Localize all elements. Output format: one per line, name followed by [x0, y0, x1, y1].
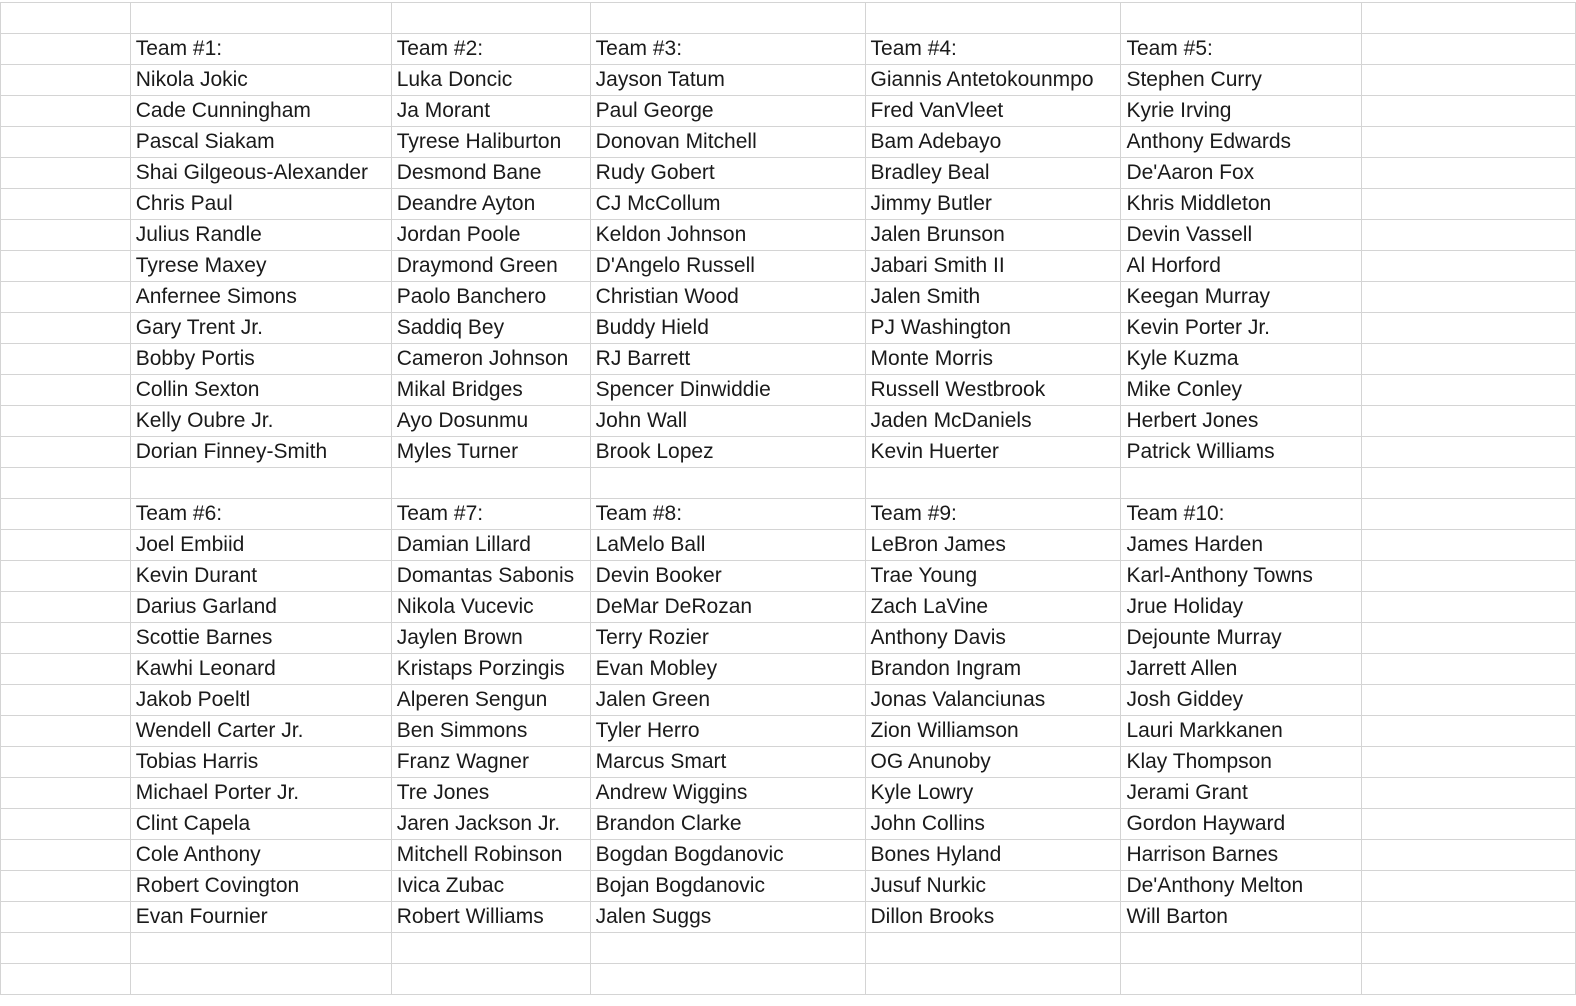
player-row [1, 375, 1576, 406]
player-cell[interactable]: Kevin Huerter [865, 437, 1121, 468]
player-cell[interactable]: Klay Thompson [1121, 747, 1362, 778]
team-header-cell[interactable]: Team #8: [590, 499, 865, 530]
player-cell[interactable]: Buddy Hield [590, 313, 865, 344]
player-cell[interactable]: RJ Barrett [590, 344, 865, 375]
player-cell[interactable]: Jaren Jackson Jr. [391, 809, 590, 840]
empty-cell[interactable] [1, 127, 131, 158]
empty-cell[interactable] [1362, 220, 1576, 251]
empty-cell[interactable] [865, 3, 1121, 34]
player-cell[interactable]: Jalen Smith [865, 282, 1121, 313]
player-cell[interactable]: Fred VanVleet [865, 96, 1121, 127]
empty-cell[interactable] [1362, 809, 1576, 840]
empty-cell[interactable] [1362, 871, 1576, 902]
empty-cell[interactable] [1362, 778, 1576, 809]
player-cell[interactable]: Wendell Carter Jr. [130, 716, 391, 747]
player-cell[interactable]: Herbert Jones [1121, 406, 1362, 437]
player-row [1, 158, 1576, 189]
empty-cell[interactable] [1, 623, 131, 654]
empty-cell[interactable] [1, 530, 131, 561]
player-cell[interactable]: Keegan Murray [1121, 282, 1362, 313]
empty-cell[interactable] [1362, 65, 1576, 96]
player-cell[interactable]: Jabari Smith II [865, 251, 1121, 282]
empty-cell[interactable] [1362, 96, 1576, 127]
player-row [1, 127, 1576, 158]
player-cell[interactable]: Zach LaVine [865, 592, 1121, 623]
player-cell[interactable]: Christian Wood [590, 282, 865, 313]
empty-cell[interactable] [1362, 251, 1576, 282]
empty-cell[interactable] [1, 65, 131, 96]
empty-cell[interactable] [590, 964, 865, 995]
empty-cell[interactable] [1362, 716, 1576, 747]
empty-cell[interactable] [1, 716, 131, 747]
empty-cell[interactable] [1, 3, 131, 34]
empty-cell[interactable] [1362, 902, 1576, 933]
empty-cell[interactable] [1362, 685, 1576, 716]
player-cell[interactable]: Anthony Davis [865, 623, 1121, 654]
player-cell[interactable]: Will Barton [1121, 902, 1362, 933]
empty-cell[interactable] [590, 3, 865, 34]
player-cell[interactable]: Spencer Dinwiddie [590, 375, 865, 406]
empty-cell[interactable] [1362, 747, 1576, 778]
player-cell[interactable]: Deandre Ayton [391, 189, 590, 220]
team-header-cell[interactable]: Team #6: [130, 499, 391, 530]
player-cell[interactable]: Pascal Siakam [130, 127, 391, 158]
player-row [1, 561, 1576, 592]
player-cell[interactable]: Jarrett Allen [1121, 654, 1362, 685]
team-header-row [1, 499, 1576, 530]
player-cell[interactable]: Jusuf Nurkic [865, 871, 1121, 902]
empty-cell[interactable] [1362, 34, 1576, 65]
player-row [1, 592, 1576, 623]
player-cell[interactable]: John Wall [590, 406, 865, 437]
empty-cell[interactable] [1121, 964, 1362, 995]
player-cell[interactable]: Dejounte Murray [1121, 623, 1362, 654]
player-cell[interactable]: Terry Rozier [590, 623, 865, 654]
empty-cell[interactable] [1121, 933, 1362, 964]
player-cell[interactable]: CJ McCollum [590, 189, 865, 220]
team-header-cell[interactable]: Team #5: [1121, 34, 1362, 65]
empty-cell[interactable] [1, 654, 131, 685]
player-cell[interactable]: Patrick Williams [1121, 437, 1362, 468]
player-cell[interactable]: Khris Middleton [1121, 189, 1362, 220]
empty-cell[interactable] [1362, 530, 1576, 561]
empty-cell[interactable] [1362, 623, 1576, 654]
player-cell[interactable]: Cameron Johnson [391, 344, 590, 375]
player-cell[interactable]: Jerami Grant [1121, 778, 1362, 809]
player-cell[interactable]: Kyle Kuzma [1121, 344, 1362, 375]
player-cell[interactable]: Paolo Banchero [391, 282, 590, 313]
empty-cell[interactable] [1, 840, 131, 871]
player-cell[interactable]: Ayo Dosunmu [391, 406, 590, 437]
empty-cell[interactable] [1, 437, 131, 468]
empty-cell[interactable] [130, 933, 391, 964]
empty-cell[interactable] [1, 96, 131, 127]
empty-cell[interactable] [1, 189, 131, 220]
player-cell[interactable]: Bam Adebayo [865, 127, 1121, 158]
player-cell[interactable]: Robert Covington [130, 871, 391, 902]
player-cell[interactable]: Bogdan Bogdanovic [590, 840, 865, 871]
player-cell[interactable]: Mikal Bridges [391, 375, 590, 406]
player-cell[interactable]: Damian Lillard [391, 530, 590, 561]
player-row [1, 840, 1576, 871]
player-cell[interactable]: Jakob Poeltl [130, 685, 391, 716]
empty-cell[interactable] [1362, 189, 1576, 220]
empty-cell[interactable] [1362, 406, 1576, 437]
player-cell[interactable]: Desmond Bane [391, 158, 590, 189]
empty-cell[interactable] [391, 468, 590, 499]
player-cell[interactable]: John Collins [865, 809, 1121, 840]
empty-cell[interactable] [1, 561, 131, 592]
player-cell[interactable]: Jordan Poole [391, 220, 590, 251]
player-cell[interactable]: Kristaps Porzingis [391, 654, 590, 685]
player-cell[interactable]: Tyrese Maxey [130, 251, 391, 282]
player-cell[interactable]: De'Anthony Melton [1121, 871, 1362, 902]
player-row [1, 406, 1576, 437]
player-row [1, 654, 1576, 685]
player-cell[interactable]: Stephen Curry [1121, 65, 1362, 96]
player-cell[interactable]: Devin Vassell [1121, 220, 1362, 251]
empty-cell[interactable] [865, 468, 1121, 499]
empty-cell[interactable] [865, 964, 1121, 995]
player-cell[interactable]: Gordon Hayward [1121, 809, 1362, 840]
player-cell[interactable]: Jaylen Brown [391, 623, 590, 654]
team-header-row [1, 34, 1576, 65]
team-header-cell[interactable]: Team #3: [590, 34, 865, 65]
empty-cell[interactable] [130, 468, 391, 499]
player-cell[interactable]: Tyler Herro [590, 716, 865, 747]
empty-cell[interactable] [1, 282, 131, 313]
player-cell[interactable]: Domantas Sabonis [391, 561, 590, 592]
player-cell[interactable]: Joel Embiid [130, 530, 391, 561]
player-cell[interactable]: LaMelo Ball [590, 530, 865, 561]
empty-cell[interactable] [391, 964, 590, 995]
player-cell[interactable]: Monte Morris [865, 344, 1121, 375]
player-cell[interactable]: Jayson Tatum [590, 65, 865, 96]
player-cell[interactable]: Paul George [590, 96, 865, 127]
empty-cell[interactable] [1, 313, 131, 344]
player-cell[interactable]: Ivica Zubac [391, 871, 590, 902]
player-row [1, 220, 1576, 251]
player-cell[interactable]: Ja Morant [391, 96, 590, 127]
empty-cell[interactable] [1121, 3, 1362, 34]
player-cell[interactable]: Alperen Sengun [391, 685, 590, 716]
player-row [1, 747, 1576, 778]
player-row [1, 344, 1576, 375]
player-cell[interactable]: Luka Doncic [391, 65, 590, 96]
player-cell[interactable]: Jonas Valanciunas [865, 685, 1121, 716]
empty-cell[interactable] [1, 499, 131, 530]
player-cell[interactable]: Michael Porter Jr. [130, 778, 391, 809]
empty-row [1, 964, 1576, 995]
player-cell[interactable]: Julius Randle [130, 220, 391, 251]
empty-cell[interactable] [1362, 964, 1576, 995]
empty-cell[interactable] [1362, 499, 1576, 530]
empty-row [1, 933, 1576, 964]
player-cell[interactable]: Jalen Brunson [865, 220, 1121, 251]
empty-cell[interactable] [1, 902, 131, 933]
player-cell[interactable]: Jalen Suggs [590, 902, 865, 933]
empty-cell[interactable] [1, 871, 131, 902]
empty-cell[interactable] [1362, 313, 1576, 344]
player-cell[interactable]: Bradley Beal [865, 158, 1121, 189]
player-cell[interactable]: Marcus Smart [590, 747, 865, 778]
player-cell[interactable]: Nikola Vucevic [391, 592, 590, 623]
player-cell[interactable]: Bones Hyland [865, 840, 1121, 871]
player-cell[interactable]: Chris Paul [130, 189, 391, 220]
player-cell[interactable]: Kevin Porter Jr. [1121, 313, 1362, 344]
empty-cell[interactable] [1362, 127, 1576, 158]
empty-cell[interactable] [1, 34, 131, 65]
empty-cell[interactable] [1362, 468, 1576, 499]
team-header-cell[interactable]: Team #9: [865, 499, 1121, 530]
player-cell[interactable]: Draymond Green [391, 251, 590, 282]
player-cell[interactable]: Jalen Green [590, 685, 865, 716]
player-row [1, 902, 1576, 933]
empty-cell[interactable] [130, 964, 391, 995]
player-cell[interactable]: Brandon Clarke [590, 809, 865, 840]
player-row [1, 437, 1576, 468]
empty-cell[interactable] [1, 344, 131, 375]
player-cell[interactable]: Al Horford [1121, 251, 1362, 282]
empty-cell[interactable] [1121, 468, 1362, 499]
empty-cell[interactable] [1, 375, 131, 406]
empty-cell[interactable] [1, 964, 131, 995]
player-cell[interactable]: DeMar DeRozan [590, 592, 865, 623]
player-cell[interactable]: Kelly Oubre Jr. [130, 406, 391, 437]
empty-cell[interactable] [1, 251, 131, 282]
player-cell[interactable]: Andrew Wiggins [590, 778, 865, 809]
empty-cell[interactable] [1362, 592, 1576, 623]
player-cell[interactable]: Anthony Edwards [1121, 127, 1362, 158]
player-cell[interactable]: Dillon Brooks [865, 902, 1121, 933]
player-cell[interactable]: Myles Turner [391, 437, 590, 468]
team-header-cell[interactable]: Team #1: [130, 34, 391, 65]
empty-cell[interactable] [1362, 437, 1576, 468]
empty-cell[interactable] [1, 685, 131, 716]
empty-cell[interactable] [1362, 654, 1576, 685]
player-cell[interactable]: Rudy Gobert [590, 158, 865, 189]
player-cell[interactable]: Keldon Johnson [590, 220, 865, 251]
empty-cell[interactable] [1, 468, 131, 499]
player-cell[interactable]: Mitchell Robinson [391, 840, 590, 871]
player-cell[interactable]: Donovan Mitchell [590, 127, 865, 158]
empty-cell[interactable] [865, 933, 1121, 964]
team-header-cell[interactable]: Team #2: [391, 34, 590, 65]
player-cell[interactable]: Evan Mobley [590, 654, 865, 685]
player-cell[interactable]: De'Aaron Fox [1121, 158, 1362, 189]
empty-cell[interactable] [1, 592, 131, 623]
player-row [1, 189, 1576, 220]
empty-cell[interactable] [1362, 3, 1576, 34]
player-row [1, 65, 1576, 96]
empty-cell[interactable] [391, 933, 590, 964]
player-cell[interactable]: Brandon Ingram [865, 654, 1121, 685]
empty-cell[interactable] [1362, 282, 1576, 313]
empty-cell[interactable] [1, 158, 131, 189]
empty-cell[interactable] [1362, 375, 1576, 406]
player-cell[interactable]: Mike Conley [1121, 375, 1362, 406]
player-cell[interactable]: Collin Sexton [130, 375, 391, 406]
empty-cell[interactable] [130, 3, 391, 34]
empty-cell[interactable] [1362, 840, 1576, 871]
player-cell[interactable]: Harrison Barnes [1121, 840, 1362, 871]
player-cell[interactable]: Franz Wagner [391, 747, 590, 778]
empty-cell[interactable] [1362, 158, 1576, 189]
player-cell[interactable]: Russell Westbrook [865, 375, 1121, 406]
empty-cell[interactable] [590, 468, 865, 499]
player-row [1, 778, 1576, 809]
player-cell[interactable]: Jimmy Butler [865, 189, 1121, 220]
team-header-cell[interactable]: Team #4: [865, 34, 1121, 65]
player-cell[interactable]: Brook Lopez [590, 437, 865, 468]
empty-cell[interactable] [1, 747, 131, 778]
empty-cell[interactable] [1362, 561, 1576, 592]
player-row [1, 623, 1576, 654]
player-row [1, 282, 1576, 313]
player-cell[interactable]: OG Anunoby [865, 747, 1121, 778]
empty-cell[interactable] [1, 778, 131, 809]
player-cell[interactable]: Kawhi Leonard [130, 654, 391, 685]
player-cell[interactable]: Gary Trent Jr. [130, 313, 391, 344]
player-row [1, 96, 1576, 127]
team-header-cell[interactable]: Team #7: [391, 499, 590, 530]
player-cell[interactable]: Devin Booker [590, 561, 865, 592]
player-cell[interactable]: Zion Williamson [865, 716, 1121, 747]
player-cell[interactable]: Cade Cunningham [130, 96, 391, 127]
player-cell[interactable]: Josh Giddey [1121, 685, 1362, 716]
player-cell[interactable]: Saddiq Bey [391, 313, 590, 344]
player-cell[interactable]: Bobby Portis [130, 344, 391, 375]
empty-cell[interactable] [1, 933, 131, 964]
player-cell[interactable]: Tre Jones [391, 778, 590, 809]
team-header-cell[interactable]: Team #10: [1121, 499, 1362, 530]
empty-cell[interactable] [391, 3, 590, 34]
player-cell[interactable]: Dorian Finney-Smith [130, 437, 391, 468]
player-cell[interactable]: Trae Young [865, 561, 1121, 592]
player-cell[interactable]: LeBron James [865, 530, 1121, 561]
player-cell[interactable]: Lauri Markkanen [1121, 716, 1362, 747]
empty-cell[interactable] [1362, 933, 1576, 964]
player-row [1, 530, 1576, 561]
player-cell[interactable]: Clint Capela [130, 809, 391, 840]
player-row [1, 716, 1576, 747]
player-cell[interactable]: Nikola Jokic [130, 65, 391, 96]
player-cell[interactable]: Cole Anthony [130, 840, 391, 871]
player-cell[interactable]: Kevin Durant [130, 561, 391, 592]
empty-cell[interactable] [1, 406, 131, 437]
player-cell[interactable]: Kyle Lowry [865, 778, 1121, 809]
player-cell[interactable]: Robert Williams [391, 902, 590, 933]
player-cell[interactable]: James Harden [1121, 530, 1362, 561]
player-cell[interactable]: Giannis Antetokounmpo [865, 65, 1121, 96]
player-cell[interactable]: Darius Garland [130, 592, 391, 623]
player-cell[interactable]: Tobias Harris [130, 747, 391, 778]
player-cell[interactable]: Jaden McDaniels [865, 406, 1121, 437]
player-cell[interactable]: Scottie Barnes [130, 623, 391, 654]
empty-cell[interactable] [590, 933, 865, 964]
player-cell[interactable]: Kyrie Irving [1121, 96, 1362, 127]
empty-cell[interactable] [1, 220, 131, 251]
player-cell[interactable]: Bojan Bogdanovic [590, 871, 865, 902]
player-row [1, 871, 1576, 902]
player-cell[interactable]: Jrue Holiday [1121, 592, 1362, 623]
player-cell[interactable]: Ben Simmons [391, 716, 590, 747]
player-row [1, 251, 1576, 282]
spreadsheet-grid [0, 2, 1576, 995]
player-cell[interactable]: Shai Gilgeous-Alexander [130, 158, 391, 189]
player-cell[interactable]: Anfernee Simons [130, 282, 391, 313]
empty-row [1, 3, 1576, 34]
empty-row [1, 468, 1576, 499]
player-cell[interactable]: D'Angelo Russell [590, 251, 865, 282]
player-cell[interactable]: PJ Washington [865, 313, 1121, 344]
player-row [1, 809, 1576, 840]
player-cell[interactable]: Tyrese Haliburton [391, 127, 590, 158]
player-cell[interactable]: Evan Fournier [130, 902, 391, 933]
empty-cell[interactable] [1362, 344, 1576, 375]
empty-cell[interactable] [1, 809, 131, 840]
player-row [1, 685, 1576, 716]
player-cell[interactable]: Karl-Anthony Towns [1121, 561, 1362, 592]
player-row [1, 313, 1576, 344]
